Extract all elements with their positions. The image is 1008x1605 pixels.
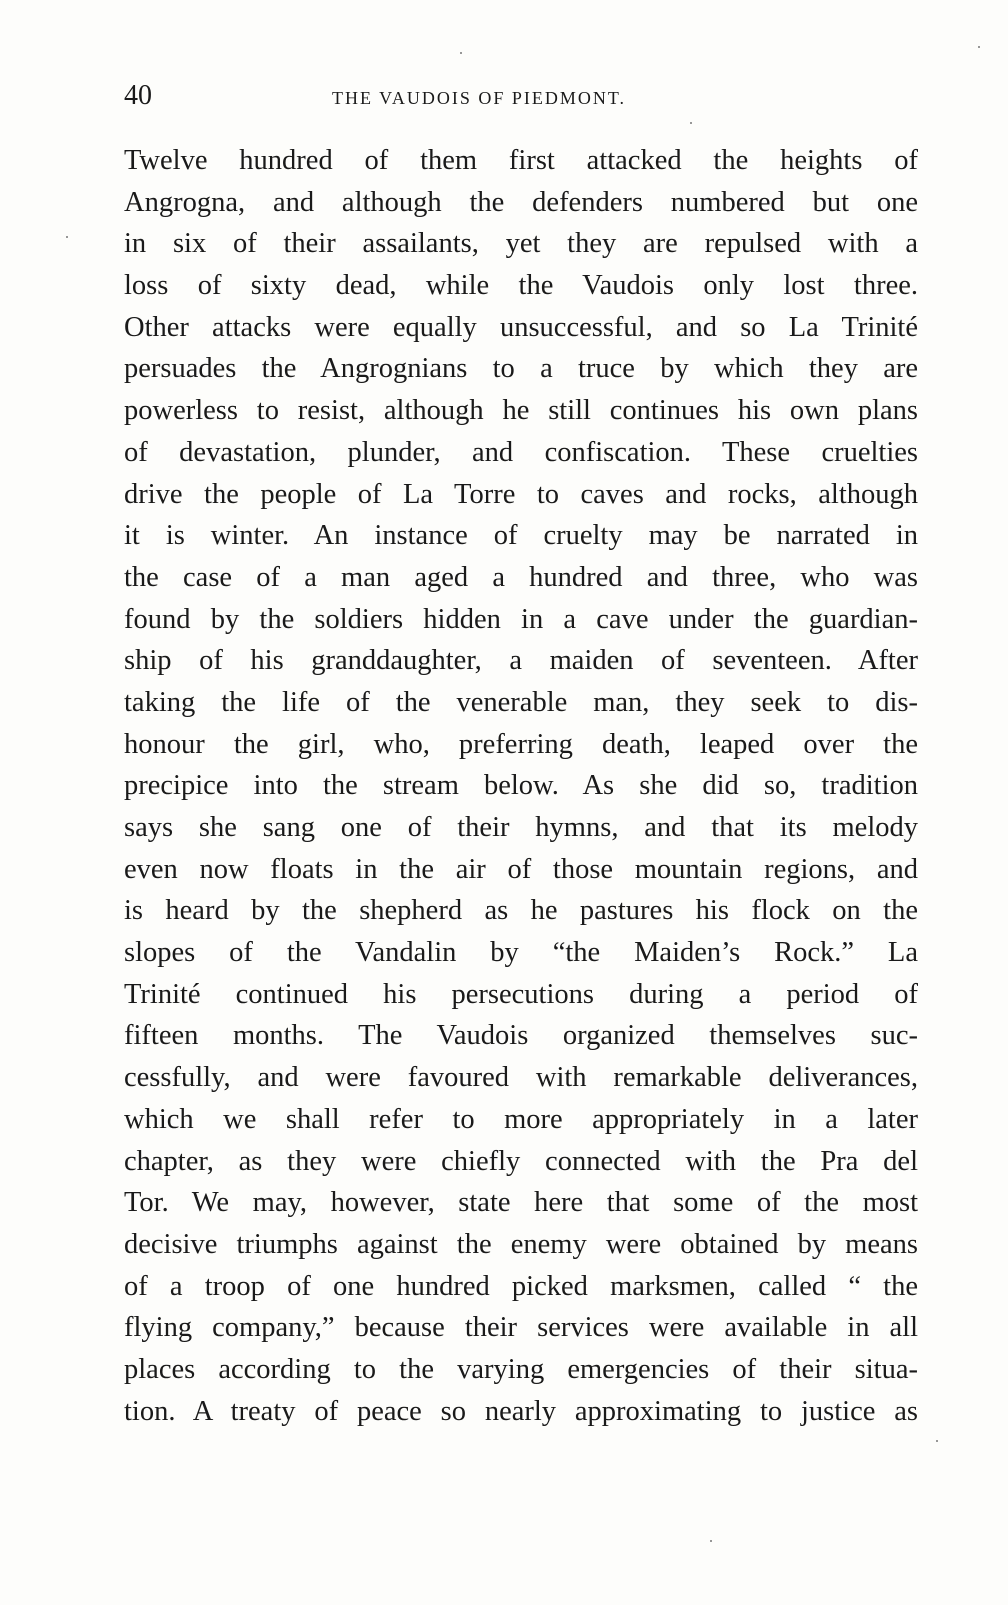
text-line: the case of a man aged a hundred and three, who was [124, 561, 918, 593]
text-line: Other attacks were equally unsuccessful, and so La Trinité [124, 311, 918, 343]
running-head [124, 78, 918, 118]
text-line: found by the soldiers hidden in a cave under the guardian- [124, 603, 918, 635]
text-line: tion. A treaty of peace so nearly approximating to justice as [124, 1395, 918, 1427]
scan-speck [978, 46, 980, 48]
body-text [124, 140, 918, 1432]
text-line: which we shall refer to more appropriately in a later [124, 1103, 918, 1135]
scan-speck [460, 52, 462, 54]
text-line: of a troop of one hundred picked marksmen, called “ the [124, 1270, 918, 1302]
text-line: of devastation, plunder, and confiscation. These cruelties [124, 436, 918, 468]
text-line: drive the people of La Torre to caves and rocks, although [124, 478, 918, 510]
scan-speck [710, 1540, 712, 1542]
page-number: 40 [124, 80, 152, 111]
text-line: says she sang one of their hymns, and that its melody [124, 812, 918, 843]
running-title: THE VAUDOIS OF PIEDMONT. [332, 88, 627, 108]
scan-speck [66, 236, 68, 238]
text-line: it is winter. An instance of cruelty may be narrated in [124, 520, 918, 552]
text-line: in six of their assailants, yet they are repulsed with a [124, 228, 918, 260]
text-line: Trinité continued his persecutions during a period of [124, 978, 918, 1010]
text-line: powerless to resist, although he still continues his own plans [124, 395, 918, 427]
text-line: chapter, as they were chiefly connected with the Pra del [124, 1145, 918, 1177]
scan-speck [690, 122, 692, 124]
text-line: even now floats in the air of those mountain regions, and [124, 853, 918, 885]
text-line: precipice into the stream below. As she did so, tradition [124, 770, 918, 802]
text-line: ship of his granddaughter, a maiden of seventeen. After [124, 645, 918, 677]
text-line: is heard by the shepherd as he pastures his flock on the [124, 895, 918, 927]
text-line: fifteen months. The Vaudois organized themselves suc- [124, 1020, 918, 1052]
text-line: taking the life of the venerable man, they seek to dis- [124, 686, 918, 718]
text-line: Tor. We may, however, state here that some of the most [124, 1187, 918, 1219]
text-line: loss of sixty dead, while the Vaudois only lost three. [124, 270, 918, 302]
text-line: persuades the Angrognians to a truce by which they are [124, 353, 918, 385]
text-line: Angrogna, and although the defenders numbered but one [124, 186, 918, 218]
text-line: slopes of the Vandalin by “the Maiden’s Rock.” La [124, 937, 918, 969]
text-line: places according to the varying emergencies of their situa- [124, 1353, 918, 1385]
scan-speck [936, 1440, 938, 1442]
text-line: Twelve hundred of them first attacked the heights of [124, 145, 918, 176]
text-line: honour the girl, who, preferring death, leaped over the [124, 728, 918, 760]
text-line: decisive triumphs against the enemy were obtained by means [124, 1228, 918, 1260]
text-line: flying company,” because their services were available in all [124, 1312, 918, 1344]
text-line: cessfully, and were favoured with remarkable deliverances, [124, 1062, 918, 1094]
